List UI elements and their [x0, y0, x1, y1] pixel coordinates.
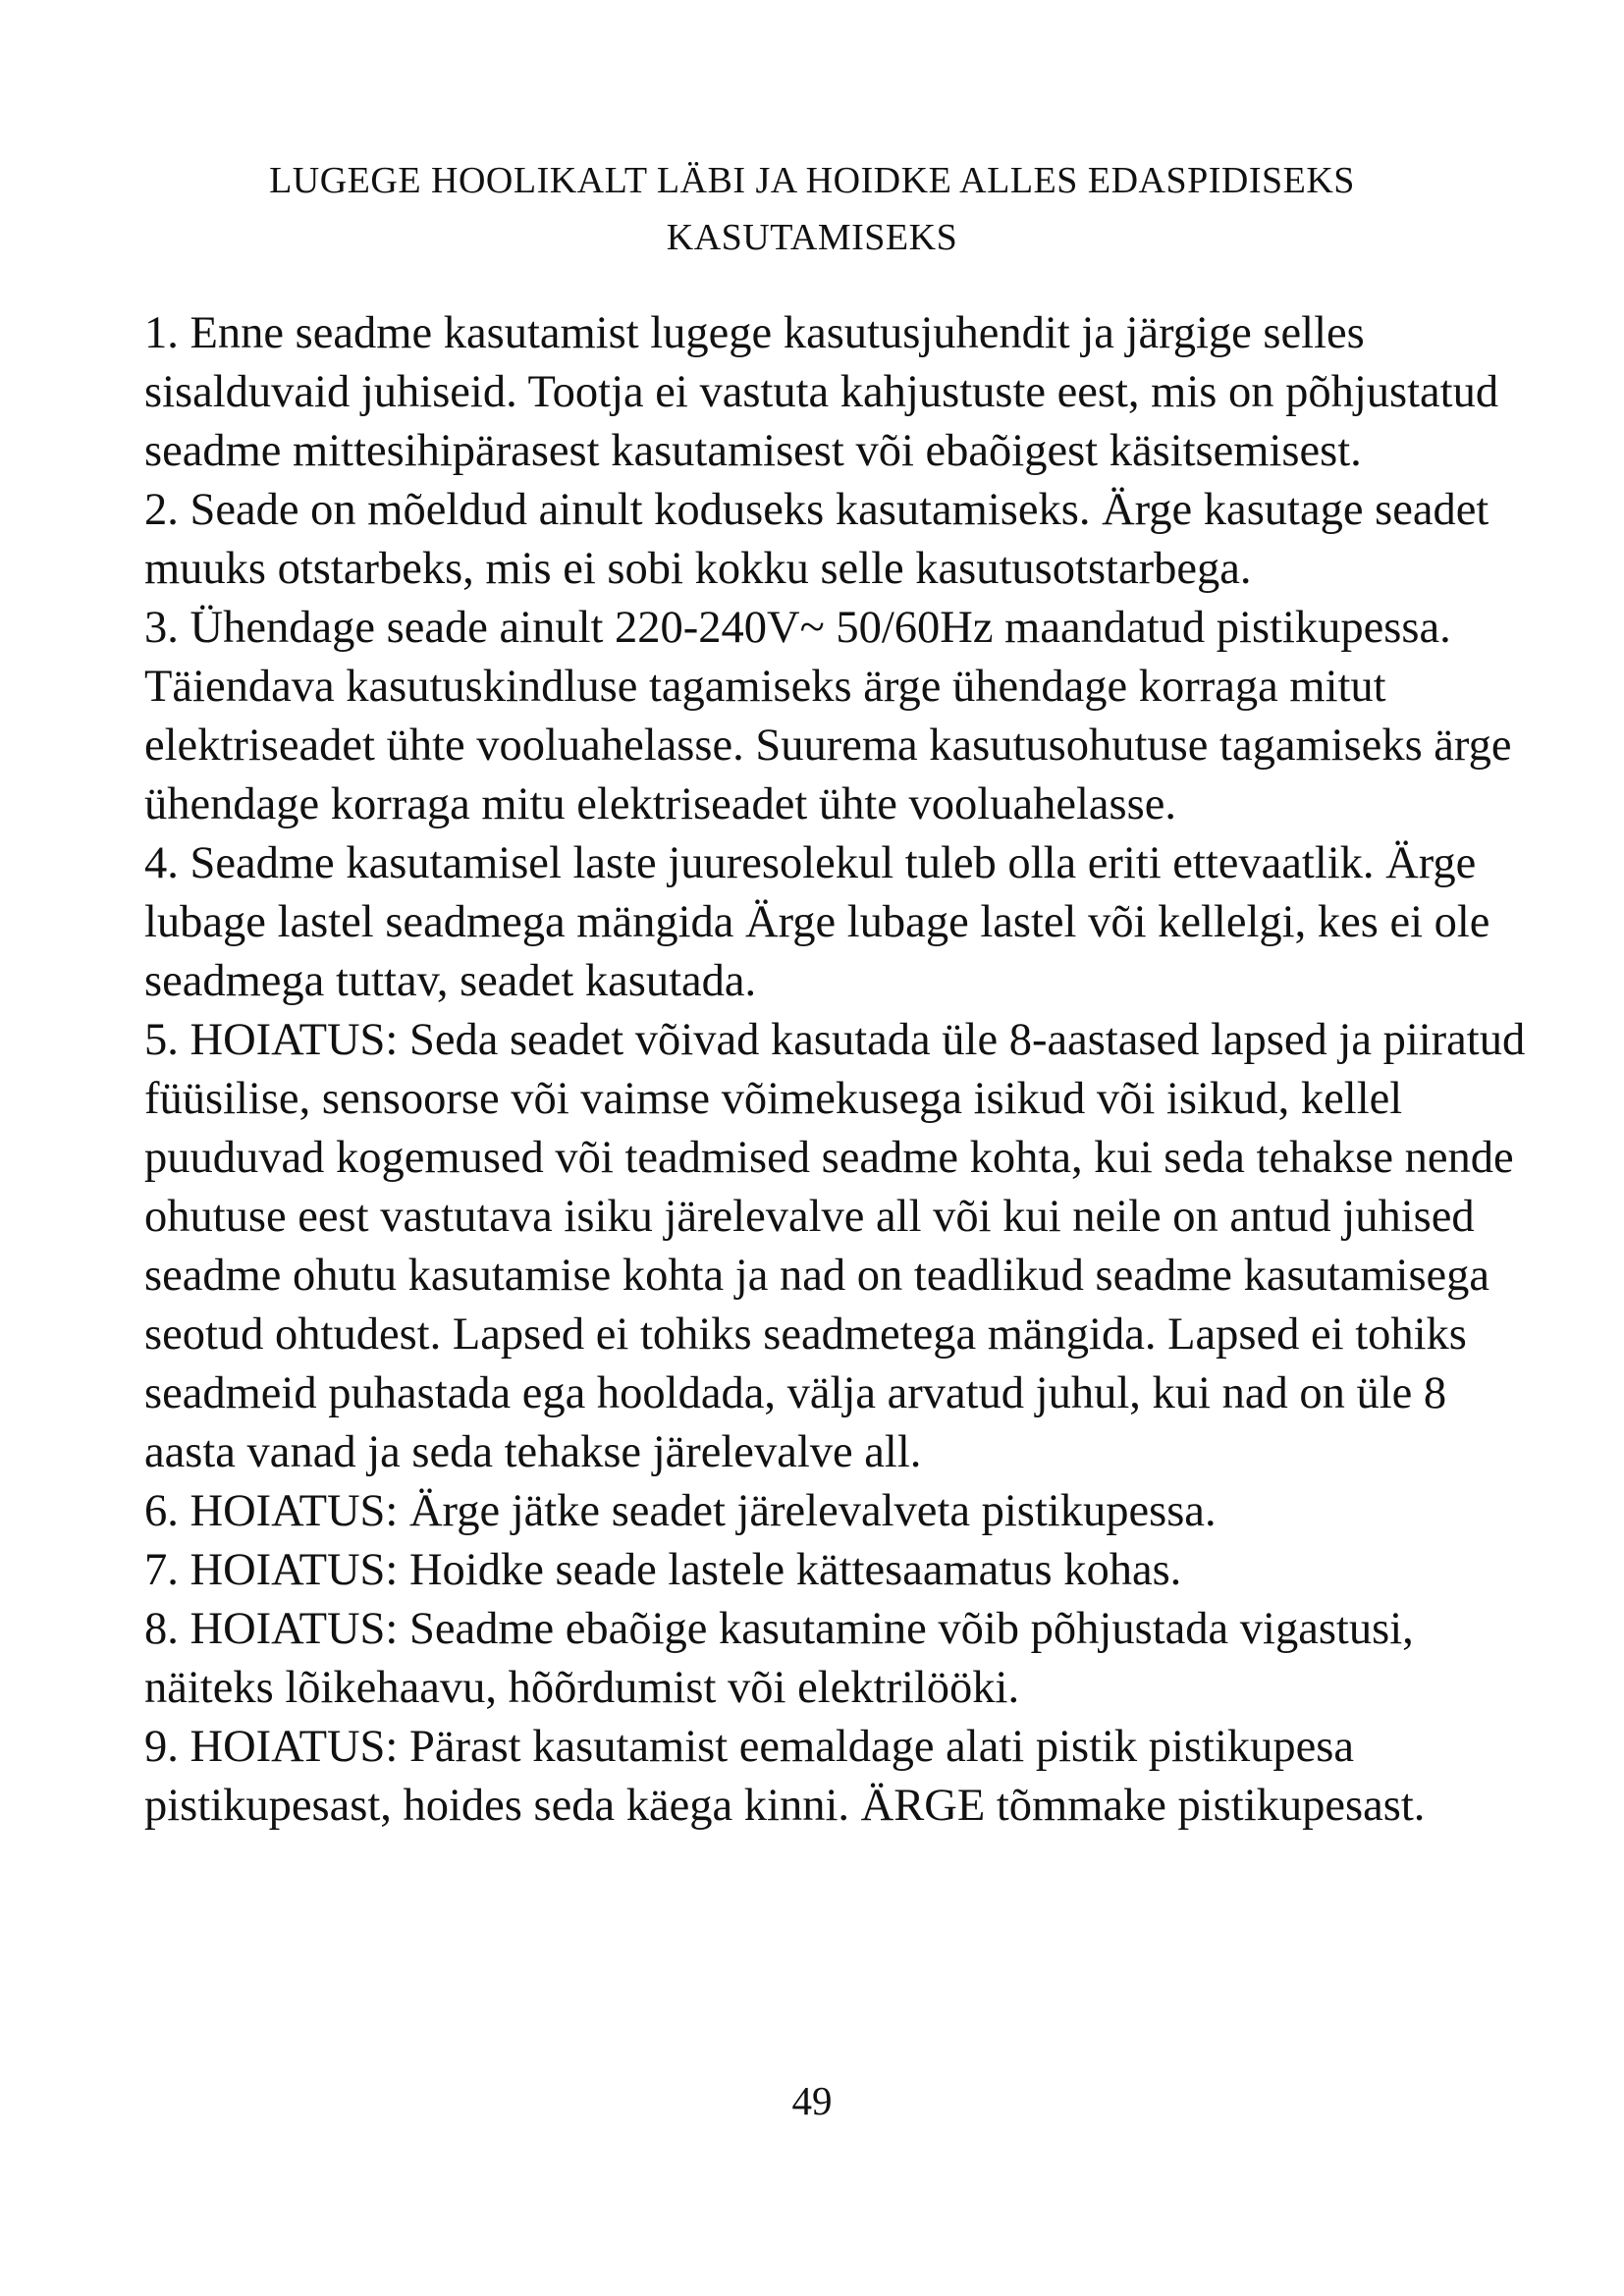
- instruction-item-5: 5. HOIATUS: Seda seadet võivad kasutada üle 8-aastased lapsed ja piiratud füüsilise, sensoorse või vaimse võimekusega isikud või isikud, kellel puuduvad kogemused või teadmised seadme kohta, kui seda tehakse nende ohutuse eest vastutava isiku järelevalve all või kui neile on antud juhised seadme ohutu kasutamise kohta ja nad on teadlikud seadme kasutamisega seotud ohtudest. Lapsed ei tohiks seadmetega mängida. Lapsed ei tohiks seadmeid puhastada ega hooldada, välja arvatud juhul, kui nad on üle 8 aasta vanad ja seda tehakse järelevalve all.: [144, 1015, 1526, 1477]
- page-heading: [147, 152, 1477, 266]
- instruction-item-2: 2. Seade on mõeldud ainult koduseks kasutamiseks. Ärge kasutage seadet muuks otstarbeks, mis ei sobi kokku selle kasutusotstarbega.: [144, 485, 1489, 594]
- instruction-item-3: 3. Ühendage seade ainult 220-240V~ 50/60Hz maandatud pistikupessa. Täiendava kasutuskindluse tagamiseks ärge ühendage korraga mitut elektriseadet ühte vooluahelasse. Suurema kasutusohutuse tagamiseks ärge ühendage korraga mitu elektriseadet ühte vooluahelasse.: [144, 603, 1512, 829]
- instruction-item-4: 4. Seadme kasutamisel laste juuresolekul tuleb olla eriti ettevaatlik. Ärge lubage lastel seadmega mängida Ärge lubage lastel või kellelgi, kes ei ole seadmega tuttav, seadet kasutada.: [144, 838, 1490, 1006]
- heading-line-2: KASUTAMISEKS: [666, 217, 958, 258]
- instruction-item-9: 9. HOIATUS: Pärast kasutamist eemaldage alati pistik pistikupesa pistikupesast, hoides seda käega kinni. ÄRGE tõmmake pistikupesast.: [144, 1722, 1426, 1831]
- instruction-item-6: 6. HOIATUS: Ärge jätke seadet järelevalveta pistikupessa.: [144, 1486, 1217, 1536]
- instruction-item-7: 7. HOIATUS: Hoidke seade lastele kättesaamatus kohas.: [144, 1545, 1182, 1595]
- instructions-list: [144, 304, 1539, 1836]
- instruction-item-8: 8. HOIATUS: Seadme ebaõige kasutamine võib põhjustada vigastusi, näiteks lõikehaavu, hõõrdumist või elektrilööki.: [144, 1604, 1414, 1713]
- heading-line-1: LUGEGE HOOLIKALT LÄBI JA HOIDKE ALLES EDASPIDISEKS: [269, 160, 1355, 201]
- instruction-item-1: 1. Enne seadme kasutamist lugege kasutusjuhendit ja järgige selles sisalduvaid juhiseid. Tootja ei vastuta kahjustuste eest, mis on põhjustatud seadme mittesihipärasest kasutamisest või ebaõigest käsitsemisest.: [144, 308, 1499, 476]
- page-number: 49: [791, 2078, 833, 2123]
